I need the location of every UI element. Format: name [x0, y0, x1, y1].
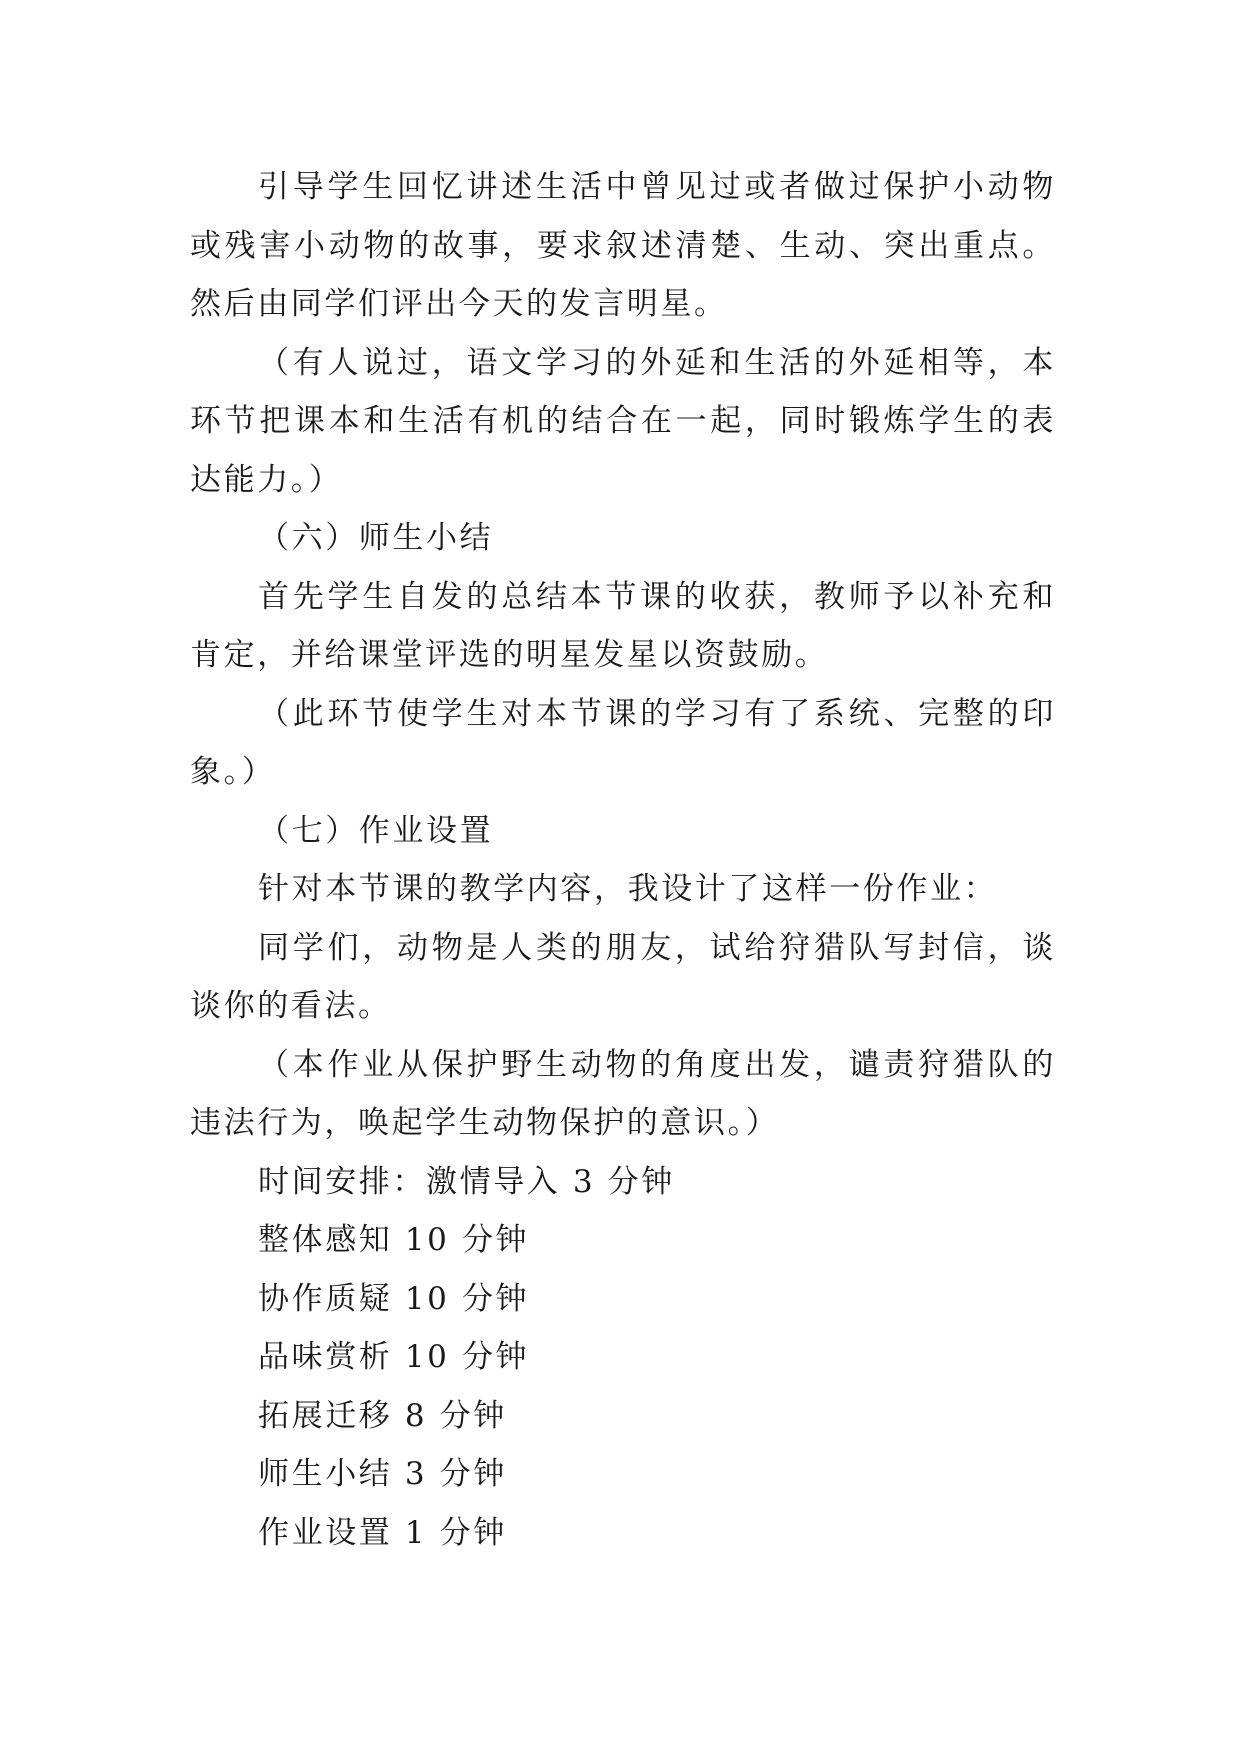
- time-line-questioning: 协作质疑 10 分钟: [258, 1280, 530, 1317]
- document-body: [190, 158, 1056, 1562]
- paragraph-activity-note: （有人说过，语文学习的外延和生活的外延相等，本环节把课本和生活有机的结合在一起，同时锻炼学生的表达能力。）: [190, 344, 1056, 498]
- paragraph-summary: 首先学生自发的总结本节课的收获，教师予以补充和肯定，并给课堂评选的明星发星以资鼓励。: [190, 578, 1056, 673]
- time-line-perception: 整体感知 10 分钟: [258, 1222, 530, 1258]
- time-schedule: [190, 1153, 1056, 1563]
- time-line-intro: 时间安排：激情导入 3 分钟: [258, 1163, 675, 1200]
- section-heading-summary: （六）师生小结: [258, 520, 494, 556]
- section-heading-homework: （七）作业设置: [258, 812, 494, 849]
- paragraph-homework-note: （本作业从保护野生动物的角度出发，谴责狩猎队的违法行为，唤起学生动物保护的意识。）: [190, 1046, 1056, 1141]
- time-line-appreciation: 品味赏析 10 分钟: [258, 1339, 530, 1375]
- paragraph-homework-intro: 针对本节课的教学内容，我设计了这样一份作业：: [258, 871, 998, 907]
- time-line-homework: 作业设置 1 分钟: [258, 1514, 507, 1551]
- paragraph-homework-task: 同学们，动物是人类的朋友，试给狩猎队写封信，谈谈你的看法。: [190, 929, 1056, 1024]
- paragraph-summary-note: （此环节使学生对本节课的学习有了系统、完整的印象。）: [190, 695, 1056, 790]
- time-line-summary: 师生小结 3 分钟: [258, 1456, 507, 1492]
- time-line-extension: 拓展迁移 8 分钟: [258, 1397, 507, 1434]
- paragraph-story-activity: 引导学生回忆讲述生活中曾见过或者做过保护小动物或残害小动物的故事，要求叙述清楚、生动、突出重点。然后由同学们评出今天的发言明星。: [190, 169, 1056, 322]
